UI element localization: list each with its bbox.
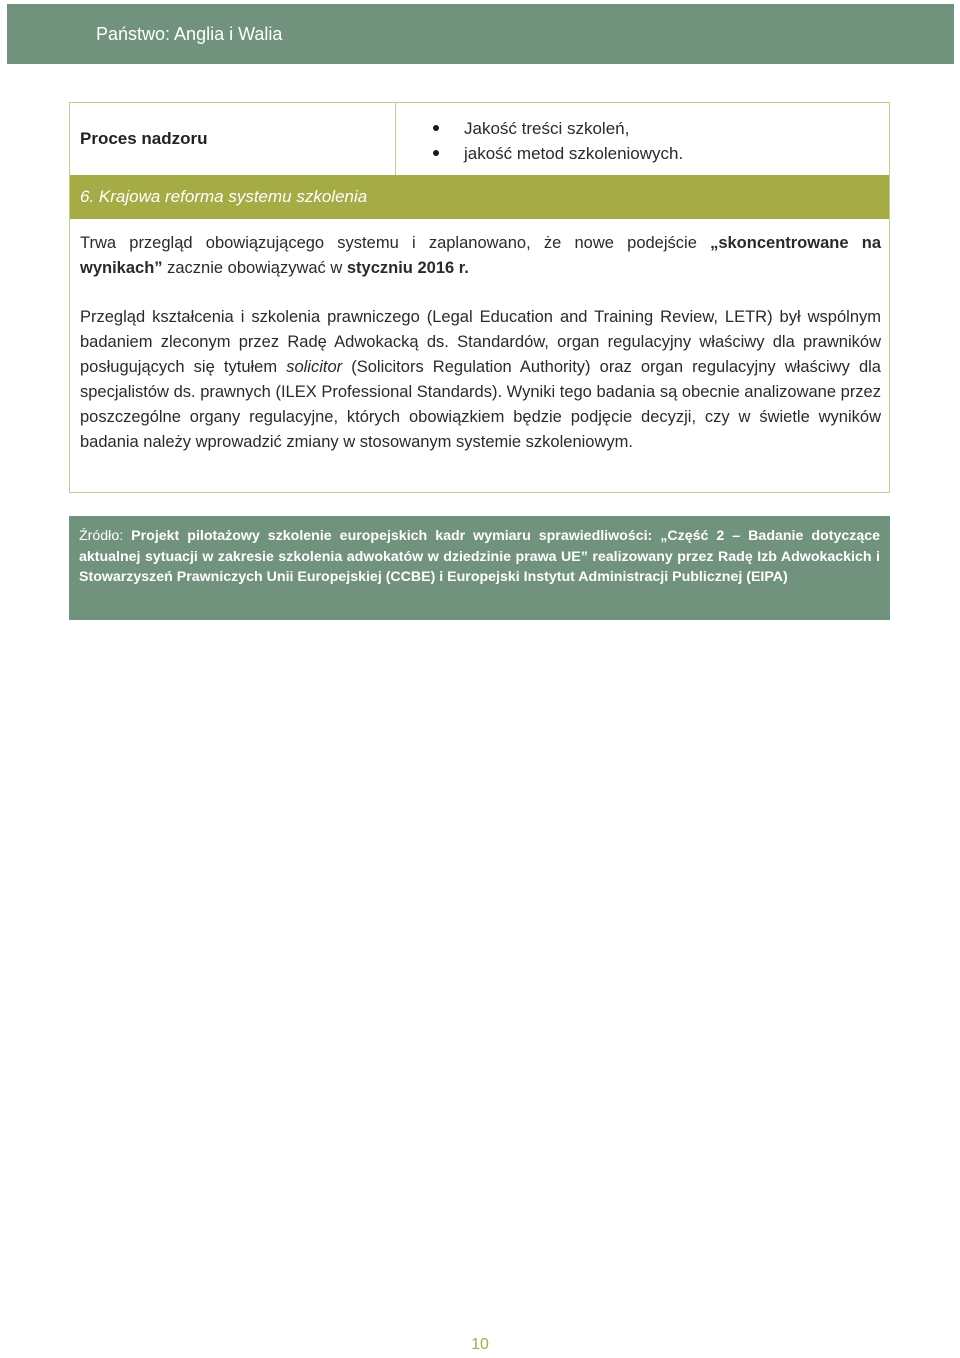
list-item bbox=[433, 141, 683, 166]
bullet-text: Jakość treści szkoleń, bbox=[464, 119, 630, 138]
section-title: 6. Krajowa reforma systemu szkolenia bbox=[80, 187, 368, 206]
section-heading-bar bbox=[70, 175, 889, 219]
bold-text-run: „skoncentrowane na wynikach” bbox=[80, 234, 881, 277]
proces-nadzoru-value bbox=[397, 103, 889, 175]
bullet-list bbox=[433, 116, 683, 166]
paragraph-reform bbox=[80, 231, 881, 281]
bullet-text: jakość metod szkoleniowych. bbox=[464, 144, 684, 163]
bullet-icon bbox=[433, 125, 439, 131]
text-run: Trwa przegląd obowiązującego systemu i zaplanowano, że nowe podejście bbox=[80, 234, 711, 252]
text-run: (Solicitors Regulation Authority) oraz organ regulacyjny właściwy dla specjalistów ds. prawnych (ILEX Professional Standards). Wyniki tego badania są obecnie analizowane przez poszczególne organy regulacyjne, których obowiązkiem będzie podjęcie decyzji, czy w świetle wyników badania należy wprowadzić zmiany w stosowanym systemie szkoleniowym. bbox=[80, 358, 881, 451]
source-text: Projekt pilotażowy szkolenie europejskich kadr wymiaru sprawiedliwości: „Część 2 – Badanie dotyczące aktualnej sytuacji w zakresie szkolenia adwokatów w dziedzinie prawa UE” realizowany przez Radę Izb Adwokackich i Stowarzyszeń Prawniczych Unii Europejskiej (CCBE) i Europejski Instytut Administracji Publicznej (EIPA) bbox=[79, 528, 880, 586]
paragraph-letr bbox=[80, 305, 881, 455]
source-label: Źródło: bbox=[79, 528, 132, 544]
info-table bbox=[69, 102, 890, 493]
italic-text-run: solicitor bbox=[286, 358, 343, 376]
page-header-title: Państwo: Anglia i Walia bbox=[96, 23, 283, 44]
page-header-band bbox=[7, 4, 954, 64]
text-run: Przegląd kształcenia i szkolenia prawniczego (Legal Education and Training Review, LETR) był wspólnym badaniem zleconym przez Radę Adwokacką ds. Standardów, organ regulacyjny właściwy dla prawników posługujących się tytułem bbox=[80, 308, 881, 376]
proces-nadzoru-label: Proces nadzoru bbox=[70, 103, 396, 175]
source-note-box bbox=[69, 516, 890, 620]
bold-text-run: styczniu 2016 r. bbox=[346, 259, 469, 277]
page-number: 10 bbox=[471, 1336, 489, 1353]
bullet-icon bbox=[433, 150, 439, 156]
proces-nadzoru-row bbox=[70, 103, 889, 175]
text-run: zacznie obowiązywać w bbox=[162, 259, 347, 277]
list-item bbox=[433, 116, 683, 141]
